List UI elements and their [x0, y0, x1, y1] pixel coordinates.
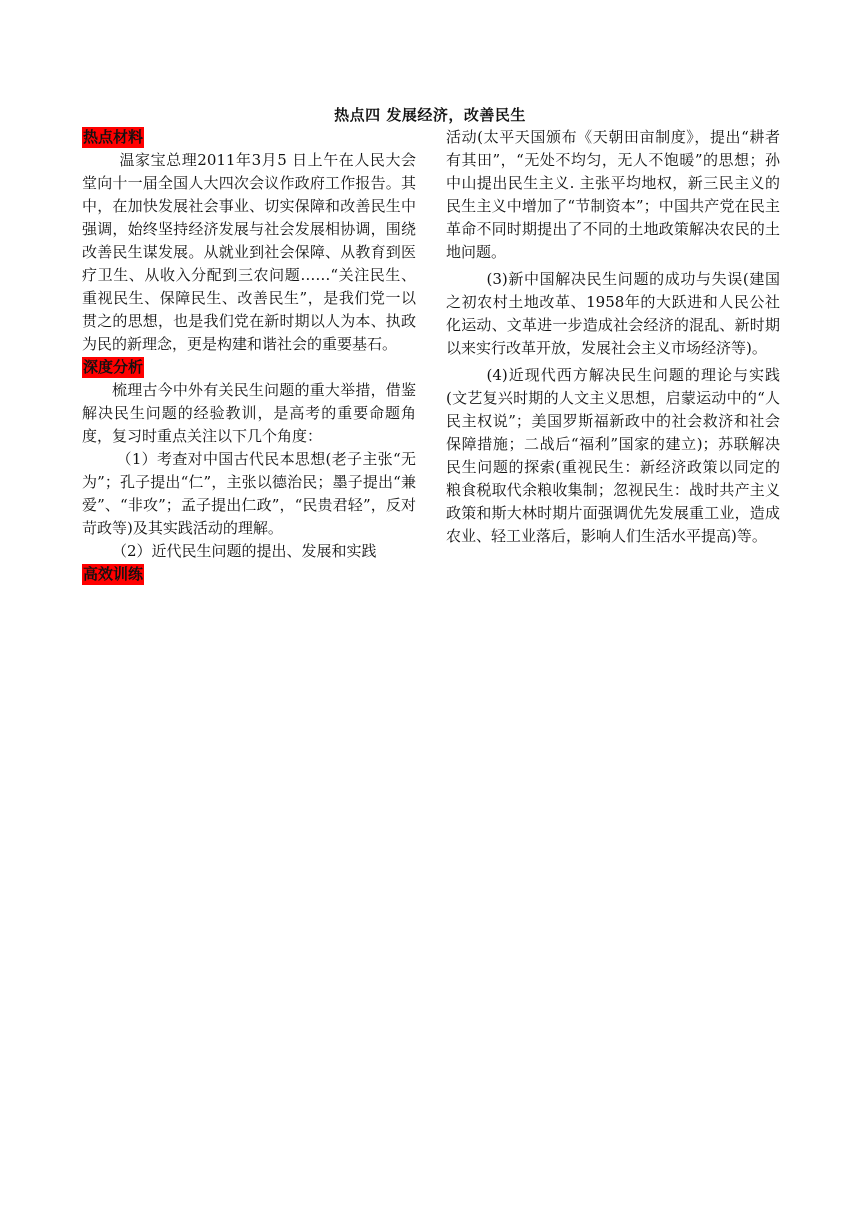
- heading-row-material: [82, 126, 416, 149]
- point-1-paragraph: （1）考查对中国古代民本思想(老子主张“无为”；孔子提出“仁”，主张以德治民；墨子提出“兼爱”、“非攻”；孟子提出仁政”，“民贵君轻”，反对苛政等)及其实践活动的理解。: [82, 450, 416, 537]
- section-heading-hot-material: 热点材料: [83, 128, 144, 146]
- section-heading-deep-analysis: 深度分析: [83, 358, 144, 376]
- material-paragraph: 温家宝总理2011年3月5 日上午在人民大会堂向十一届全国人大四次会议作政府工作报告。其中，在加快发展社会事业、切实保障和改善民生中强调，始终坚持经济发展与社会发展相协调，围绕改善民生谋发展。从就业到社会保障、从教育到医疗卫生、从收入分配到三农问题……“关注民生、重视民生、保障民生、改善民生”，是我们党一以贯之的思想，也是我们党在新时期以人为本、执政为民的新理念，更是构建和谐社会的重要基石。: [82, 151, 416, 353]
- heading-row-analysis: [82, 356, 416, 379]
- left-column: [82, 126, 416, 586]
- page-title: 热点四 发展经济，改善民生: [334, 106, 526, 124]
- point-3-paragraph: (3)新中国解决民生问题的成功与失误(建国之初农村土地改革、1958年的大跃进和人民公社化运动、文革进一步造成社会经济的混乱、新时期以来实行改革开放，发展社会主义市场经济等)。: [446, 270, 780, 357]
- analysis-intro-paragraph: 梳理古今中外有关民生问题的重大举措，借鉴解决民生问题的经验教训，是高考的重要命题角度，复习时重点关注以下几个角度：: [82, 381, 416, 445]
- point-4-paragraph: (4)近现代西方解决民生问题的理论与实践(文艺复兴时期的人文主义思想，启蒙运动中的“人民主权说”；美国罗斯福新政中的社会救济和社会保障措施；二战后“福利”国家的建立)；苏联解决民生问题的探索(重视民生：新经济政策以同定的粮食税取代余粮收集制；忽视民生：战时共产主义政策和斯大林时期片面强调优先发展重工业，造成农业、轻工业落后，影响人们生活水平提高)等。: [446, 366, 780, 545]
- right-column: [446, 126, 780, 548]
- point-2-continued-paragraph: 活动(太平天国颁布《天朝田亩制度》，提出“耕者有其田”，“无处不均匀，无人不饱暖”的思想；孙中山提出民生主义. 主张平均地权，新三民主义的民生主义中增加了“节制资本”；中国共产党在民主革命不同时期提出了不同的土地政策解决农民的土地问题。: [446, 128, 780, 261]
- section-heading-efficient-training: 高效训练: [83, 565, 144, 583]
- point-2-start-paragraph: （2）近代民生问题的提出、发展和实践: [112, 542, 377, 560]
- heading-row-training: [82, 563, 416, 586]
